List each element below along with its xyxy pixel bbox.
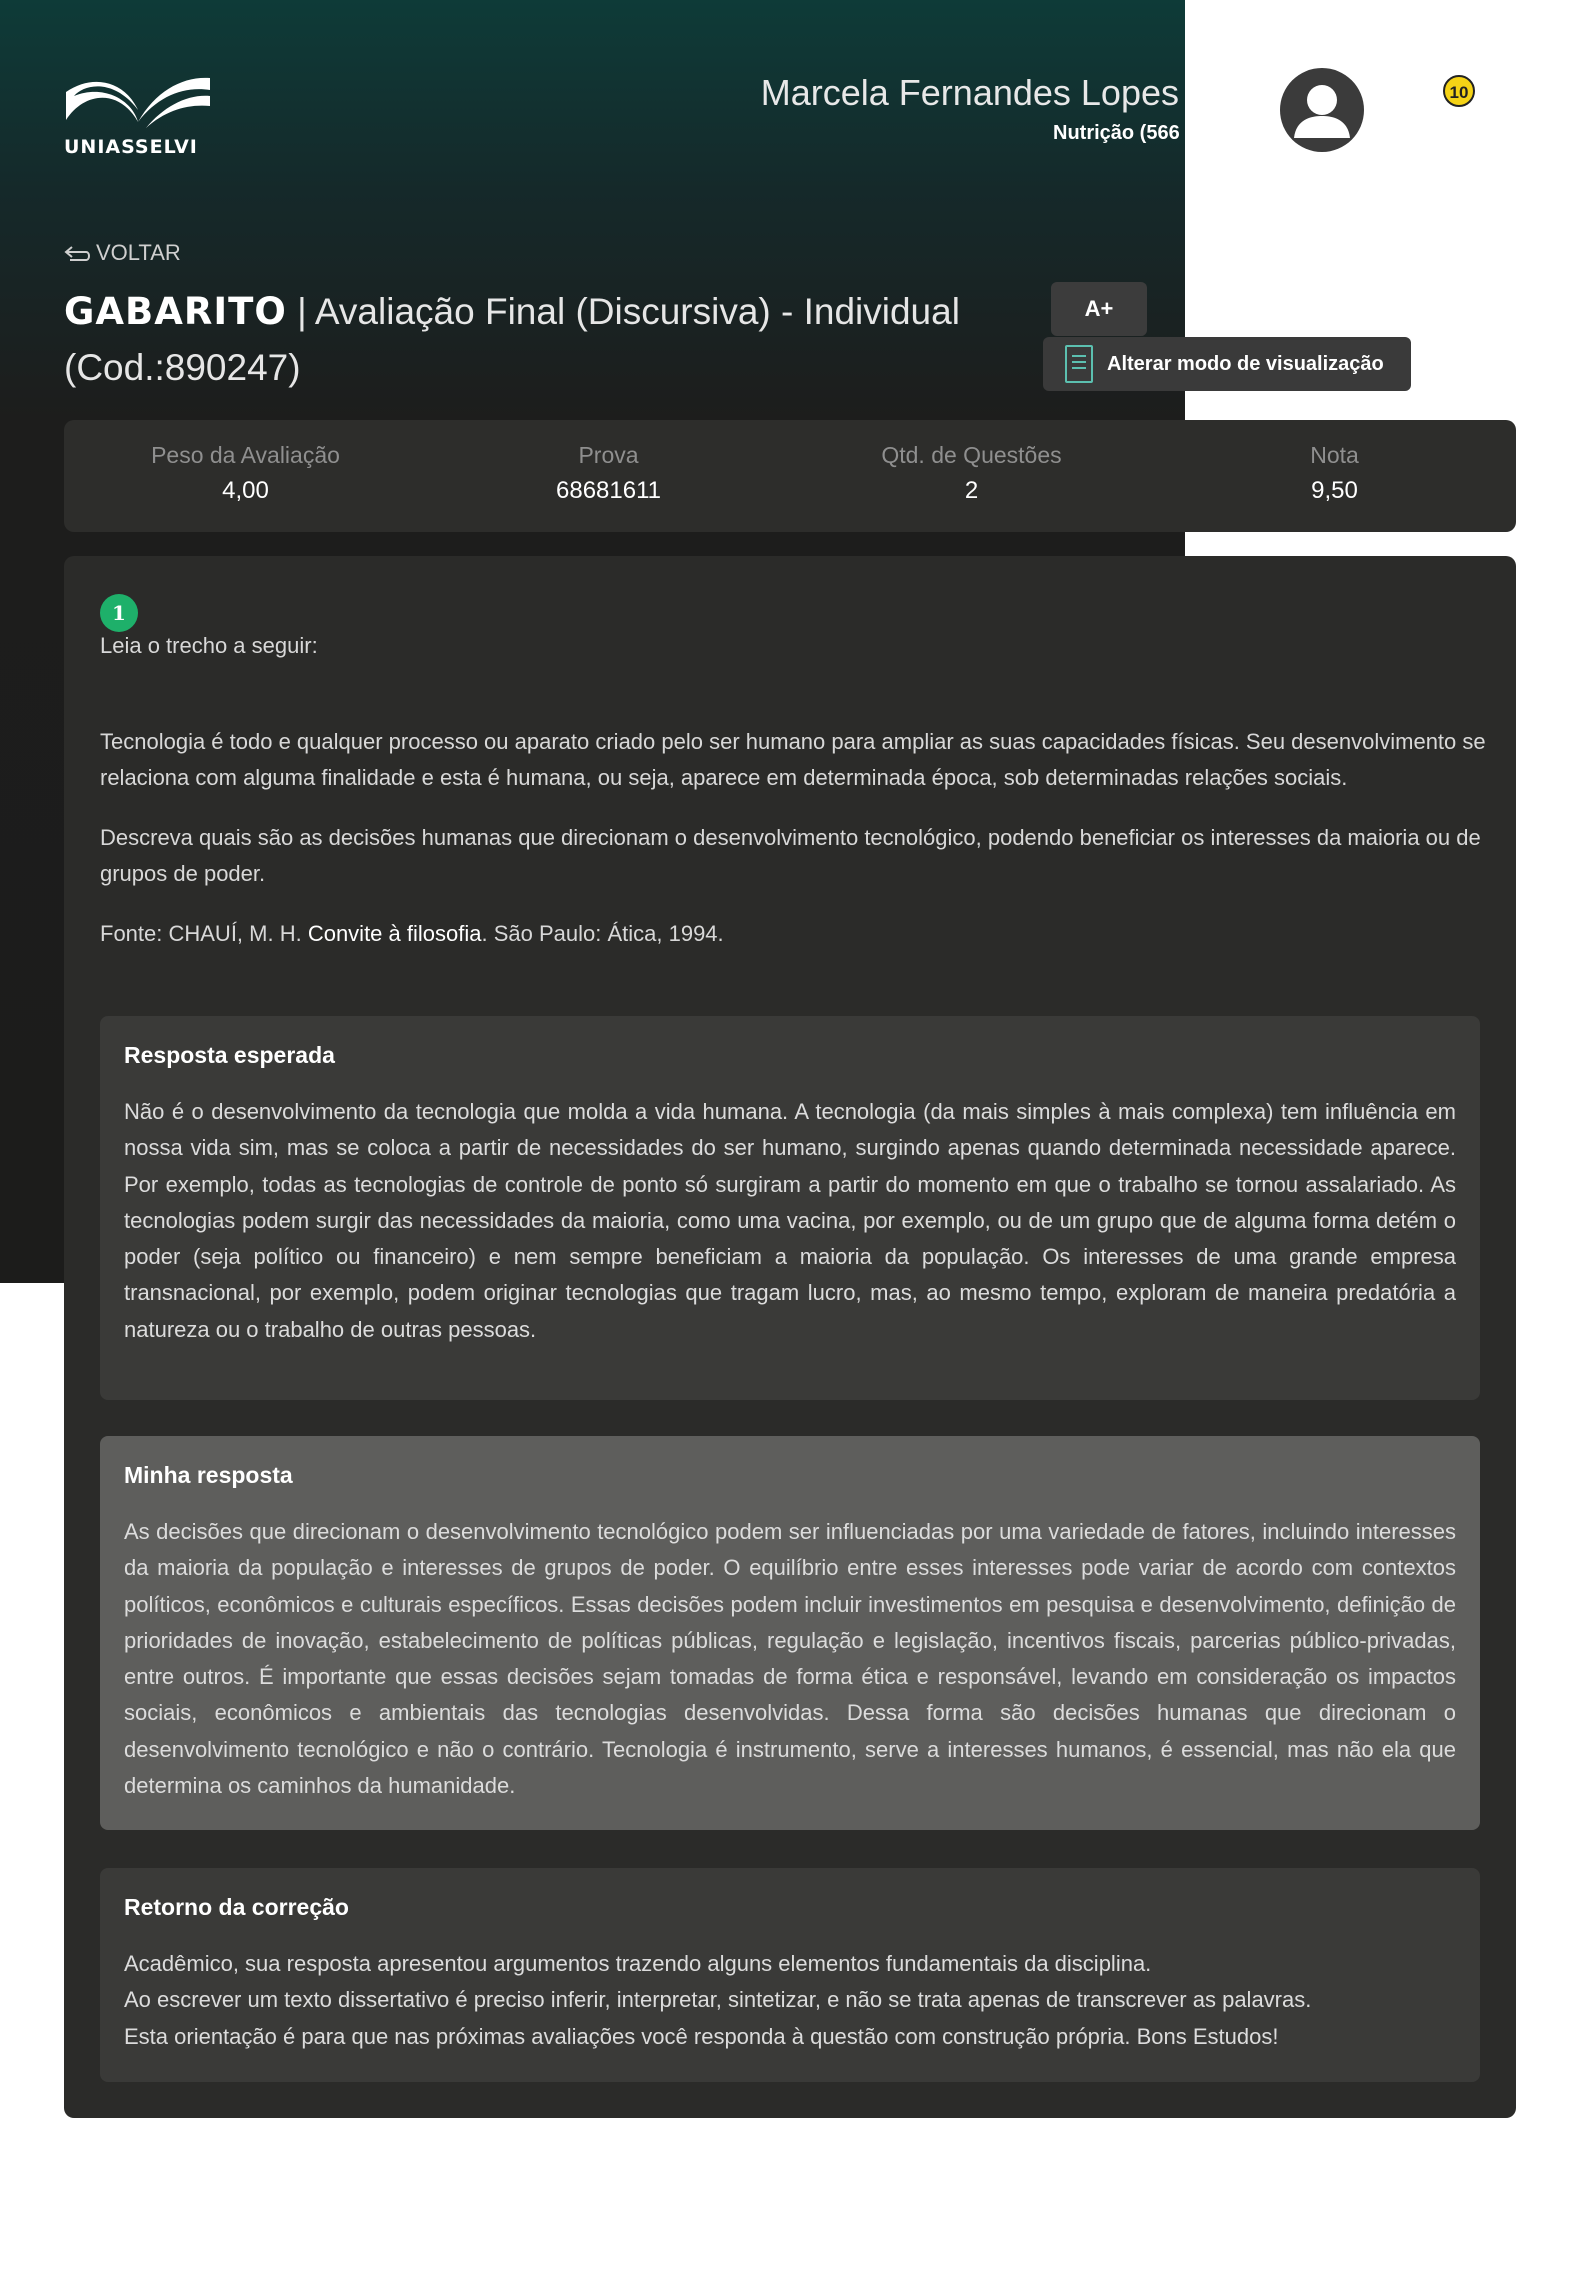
source-prefix: Fonte: CHAUÍ, M. H. xyxy=(100,921,308,946)
back-link[interactable] xyxy=(64,240,181,266)
question-card xyxy=(64,556,1516,2118)
question-source xyxy=(100,916,1490,952)
question-prompt: Descreva quais são as decisões humanas que direcionam o desenvolvimento tecnológico, podendo beneficiar os interesses da maioria ou de grupos de poder. xyxy=(100,825,1481,886)
summary-value: 2 xyxy=(964,477,979,504)
summary-value: 68681611 xyxy=(556,477,661,504)
logo-text: UNIASSELVI xyxy=(64,136,198,158)
summary-label: Nota xyxy=(1310,442,1359,468)
question-intro: Leia o trecho a seguir: xyxy=(100,633,318,658)
feedback-line: Acadêmico, sua resposta apresentou argumentos trazendo alguns elementos fundamentais da disciplina. xyxy=(124,1951,1152,1976)
source-suffix: . São Paulo: Ática, 1994. xyxy=(481,921,724,946)
title-rest: | Avaliação Final (Discursiva) - Individual (Cod.:890247) xyxy=(64,291,960,388)
my-answer-box xyxy=(100,1436,1480,1830)
logo-wings-icon xyxy=(64,70,214,134)
summary-value: 9,50 xyxy=(1311,477,1358,504)
title-strong: GABARITO xyxy=(64,290,287,333)
summary-grade xyxy=(1153,420,1516,532)
evaluation-summary xyxy=(64,420,1516,532)
view-mode-button[interactable] xyxy=(1043,337,1411,391)
user-course: Nutrição (566 xyxy=(1053,122,1180,144)
user-icon xyxy=(1280,68,1364,152)
document-icon xyxy=(1065,345,1093,383)
feedback-line: Ao escrever um texto dissertativo é preciso inferir, interpretar, sintetizar, e não se trata apenas de transcrever as palavras. xyxy=(124,1987,1312,2013)
summary-questions xyxy=(790,420,1153,532)
user-avatar[interactable] xyxy=(1280,68,1364,152)
return-arrow-icon xyxy=(64,243,92,263)
my-answer-heading: Minha resposta xyxy=(124,1462,293,1488)
view-mode-label: Alterar modo de visualização xyxy=(1107,352,1384,375)
question-excerpt: Tecnologia é todo e qualquer processo ou aparato criado pelo ser humano para ampliar as suas capacidades físicas. Seu desenvolvimento se relaciona com alguma finalidade e esta é humana, ou seja, aparece em determinada época, sob determinadas relações sociais. xyxy=(100,729,1486,790)
notification-badge[interactable]: 10 xyxy=(1443,75,1475,107)
back-label: VOLTAR xyxy=(96,240,181,265)
feedback-line: Esta orientação é para que nas próximas avaliações você responda à questão com construção própria. Bons Estudos! xyxy=(124,2023,1279,2049)
feedback-box xyxy=(100,1868,1480,2082)
summary-label: Peso da Avaliação xyxy=(151,442,340,468)
summary-label: Prova xyxy=(578,442,639,468)
expected-answer-heading: Resposta esperada xyxy=(124,1042,335,1068)
summary-label: Qtd. de Questões xyxy=(881,442,1062,468)
increase-font-button[interactable]: A+ xyxy=(1051,282,1147,336)
feedback-heading: Retorno da correção xyxy=(124,1894,349,1920)
summary-exam xyxy=(427,420,790,532)
my-answer-text: As decisões que direcionam o desenvolvimento tecnológico podem ser influenciadas por uma variedade de fatores, incluindo interesses da maioria da população e interesses de grupos de poder. O equilíbrio entre esses interesses pode variar de acordo com contextos políticos, econômicos e culturais específicos. Essas decisões podem incluir investimentos em pesquisa e desenvolvimento, definição de prioridades de inovação, estabelecimento de políticas públicas, regulação e legislação, incentivos fiscais, parcerias público-privadas, entre outros. É importante que essas decisões sejam tomadas de forma ética e responsável, levando em consideração os impactos sociais, econômicos e ambientais das tecnologias desenvolvidas. Dessa forma são decisões humanas que direcionam o desenvolvimento tecnológico e não o contrário. Tecnologia é instrumento, serve a interesses humanos, é essencial, mas não ela que determina os caminhos da humanidade. xyxy=(124,1519,1456,1799)
source-title: Convite à filosofia xyxy=(307,921,482,946)
page-title xyxy=(64,284,1004,396)
summary-weight xyxy=(64,420,427,532)
expected-answer-box xyxy=(100,1016,1480,1400)
uniasselvi-logo[interactable] xyxy=(64,70,214,160)
expected-answer-text: Não é o desenvolvimento da tecnologia que molda a vida humana. A tecnologia (da mais simples à mais complexa) tem influência em nossa vida sim, mas se coloca a partir de necessidades do ser humano, surgindo apenas quando determinada necessidade aparece. Por exemplo, todas as tecnologias de controle de ponto só surgiram a partir do momento em que o trabalho se tornou assalariado. As tecnologias podem surgir das necessidades da maioria, como uma vacina, por exemplo, ou de um grupo que de alguma forma detém o poder (seja político ou financeiro) e nem sempre beneficiam a maioria da população. Os interesses de uma grande empresa transnacional, por exemplo, podem originar tecnologias que tragam lucro, mas, ao mesmo tempo, exploram de maneira predatória a natureza ou o trabalho de outras pessoas. xyxy=(124,1099,1456,1342)
summary-value: 4,00 xyxy=(222,477,269,504)
user-name: Marcela Fernandes Lopes xyxy=(760,72,1179,113)
question-number-badge: 1 xyxy=(100,594,138,632)
